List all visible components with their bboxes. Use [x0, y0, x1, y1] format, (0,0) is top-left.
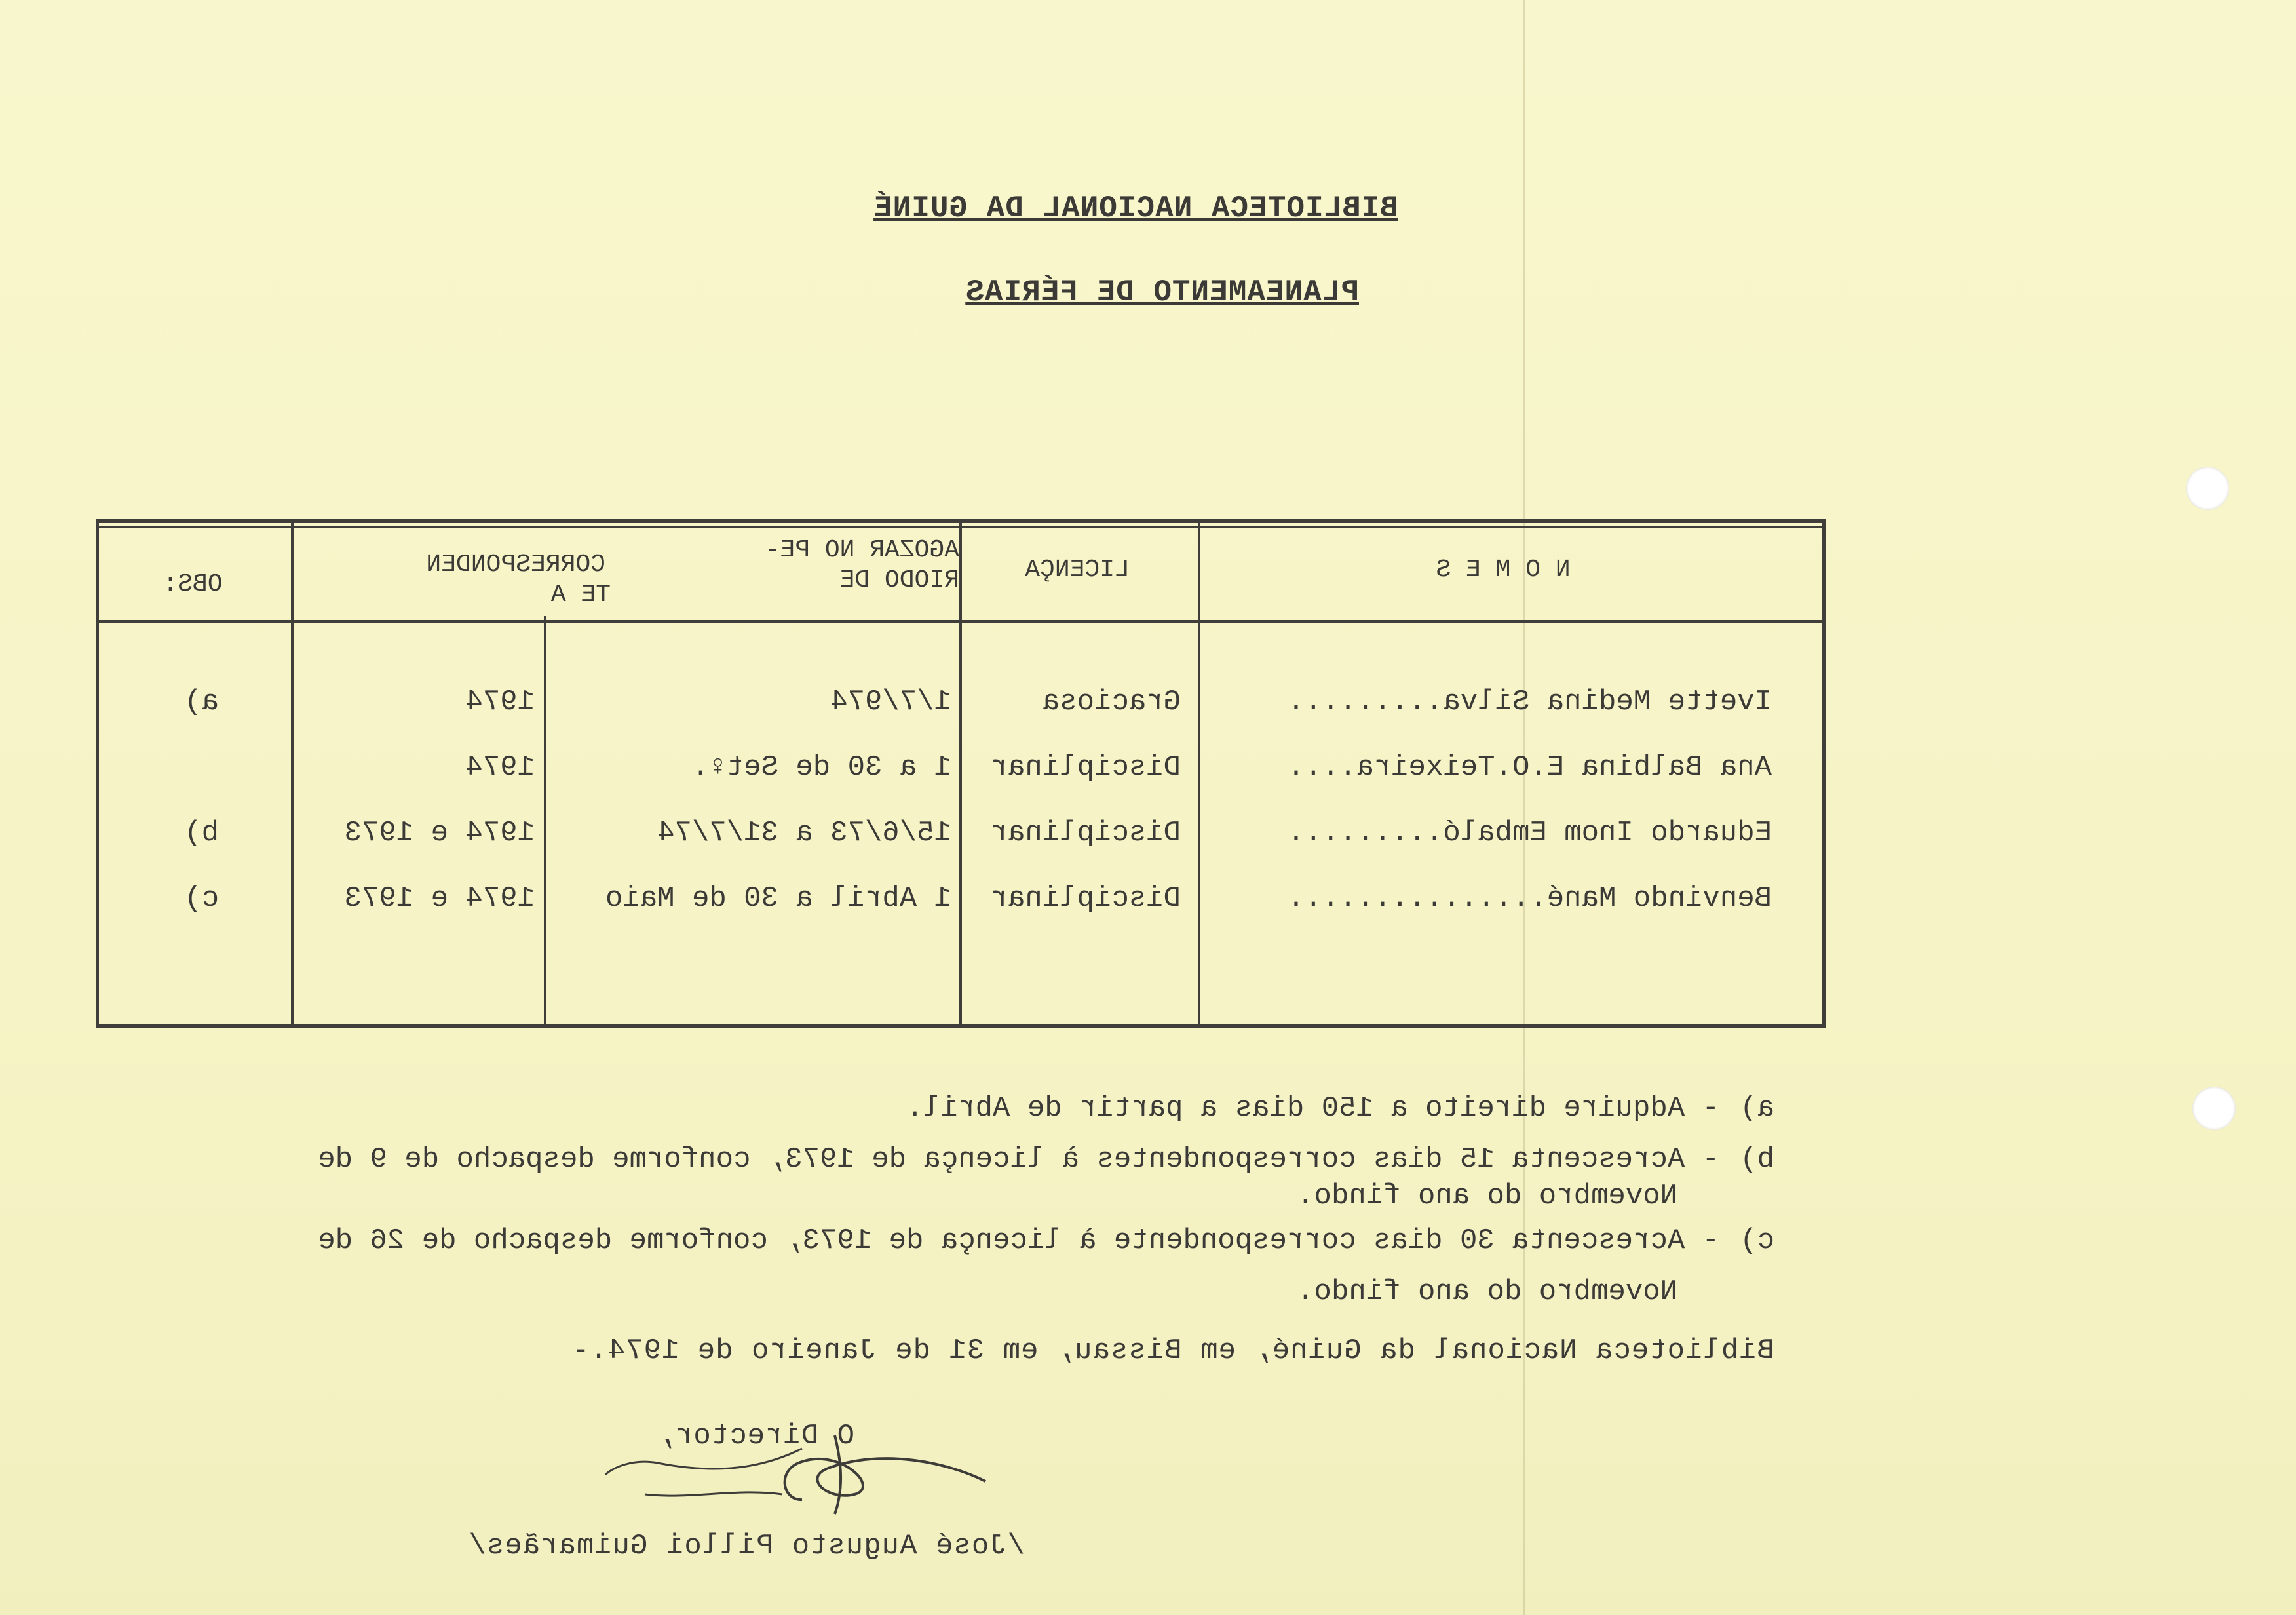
header-periodo-line2: RIODO DE: [839, 566, 959, 594]
cell-periodo: 1/7/974: [830, 686, 951, 718]
header-corresponde-line2: TE A: [550, 581, 611, 609]
cell-obs: a): [184, 686, 219, 718]
cell-licenca: Disciplinar: [990, 817, 1181, 849]
note-a-text: - Adquire direito a 150 dias a partir de Abril.: [906, 1092, 1719, 1125]
header-obs: OBS:: [163, 570, 223, 598]
place-date: Biblioteca Nacional da Guiné, em Bissau, em 31 de Janeiro de 1974.-: [571, 1334, 1774, 1367]
institution-title: BIBLIOTECA NACIONAL DA GUINÉ: [873, 191, 1398, 225]
cell-obs: c): [184, 882, 219, 915]
director-role: O Director,: [657, 1420, 854, 1452]
cell-corresponde: 1974: [465, 686, 535, 718]
header-nomes: N O M E S: [1436, 556, 1571, 584]
col-divider-corresponde: [291, 519, 294, 1028]
note-b-line1: - Acrescenta 15 dias correspondentes à licença de 1973, conforme despacho de 9 de: [318, 1143, 1719, 1176]
cell-corresponde: 1974 e 1973: [344, 882, 535, 915]
note-c-line1: - Acrescenta 30 dias correspondente à licença de 1973, conforme despacho de 26 de: [318, 1224, 1719, 1257]
col-divider-periodo: [544, 616, 546, 1028]
cell-obs: b): [184, 817, 219, 849]
note-c-line2: Novembro do ano findo.: [1297, 1275, 1677, 1308]
note-b-line2: Novembro do ano findo.: [1297, 1180, 1677, 1213]
cell-nome: Benvindo Mané...............: [1287, 882, 1772, 915]
header-periodo-line1: AGOZAR NO PE-: [765, 536, 959, 564]
cell-licenca: Disciplinar: [990, 882, 1181, 915]
note-a-label: a): [1740, 1092, 1774, 1125]
note-c-label: c): [1740, 1224, 1774, 1257]
signatory-name: /José Augusto Pilloi Guimarães/: [468, 1530, 1025, 1563]
cell-nome: Ana Balbina E.O.Teixeira....: [1287, 751, 1772, 784]
header-licenca: LICENÇA: [1025, 556, 1130, 584]
header-corresponde-line1: CORRESPONDEN: [426, 551, 605, 579]
fold-line: [1523, 0, 1525, 1615]
cell-periodo: 1 a 30 de Set♀.: [691, 751, 951, 784]
cell-periodo: 15/6/73 a 31/7/74: [657, 817, 951, 849]
col-divider-nomes: [1198, 519, 1200, 1028]
cell-licenca: Graciosa: [1042, 686, 1181, 718]
cell-nome: Eduardo Inom Embaló.........: [1287, 817, 1772, 849]
cell-corresponde: 1974: [465, 751, 535, 784]
document-title: PLANEAMENTO DE FÉRIAS: [965, 275, 1359, 309]
cell-corresponde: 1974 e 1973: [344, 817, 535, 849]
col-divider-licenca: [959, 519, 962, 1028]
table-left-border: [1822, 519, 1826, 1028]
note-b-label: b): [1740, 1143, 1774, 1176]
table-right-border: [96, 519, 99, 1028]
cell-nome: Ivette Medina Silva.........: [1287, 686, 1772, 718]
cell-periodo: 1 Abril a 30 de Maio: [605, 882, 951, 915]
handwritten-signature: [592, 1422, 999, 1527]
cell-licenca: Disciplinar: [990, 751, 1181, 784]
